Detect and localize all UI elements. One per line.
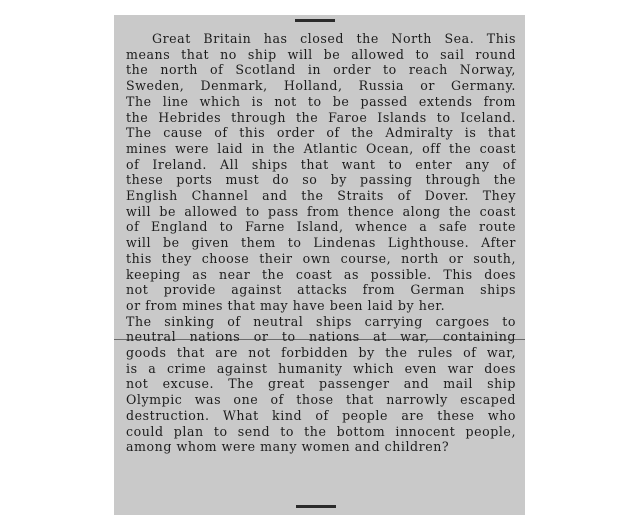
- text-line: The line which is not to be passed extends from: [126, 93, 516, 109]
- text-line: Sweden, Denmark, Holland, Russia or Germany.: [126, 78, 516, 94]
- text-line: of England to Farne Island, whence a safe route: [126, 219, 516, 235]
- text-line: means that no ship will be allowed to sail round: [126, 46, 516, 62]
- article-text: [126, 31, 516, 455]
- text-line: The cause of this order of the Admiralty is that: [126, 125, 516, 141]
- paragraph-1: [126, 31, 516, 314]
- text-line: The sinking of neutral ships carrying cargoes to: [126, 313, 516, 329]
- text-line: Great Britain has closed the North Sea. This: [152, 31, 516, 46]
- text-line: will be given them to Lindenas Lighthouse. After: [126, 235, 516, 251]
- top-divider-rule: [295, 19, 335, 22]
- text-line: this they choose their own course, north or south,: [126, 250, 516, 266]
- text-line: among whom were many women and children?: [126, 439, 450, 455]
- text-line: or from mines that may have been laid by her.: [126, 297, 446, 313]
- text-line: Olympic was one of those that narrowly escaped: [126, 392, 516, 408]
- text-line: English Channel and the Straits of Dover. They: [126, 188, 516, 204]
- text-line: could plan to send to the bottom innocent people,: [126, 423, 516, 439]
- text-line: not provide against attacks from German ships: [126, 282, 516, 298]
- text-line: the north of Scotland in order to reach Norway,: [126, 62, 516, 78]
- text-line: not excuse. The great passenger and mail ship: [126, 376, 516, 392]
- text-line: will be allowed to pass from thence along the coast: [126, 203, 516, 219]
- text-line: these ports must do so by passing through the: [126, 172, 516, 188]
- text-line: mines were laid in the Atlantic Ocean, off the coast: [126, 140, 516, 156]
- text-line: destruction. What kind of people are these who: [126, 407, 516, 423]
- paragraph-2: [126, 314, 516, 455]
- text-line: is a crime against humanity which even war does: [126, 360, 516, 376]
- text-line: neutral nations or to nations at war, containing: [126, 329, 516, 345]
- text-line: keeping as near the coast as possible. This does: [126, 266, 516, 282]
- text-line: the Hebrides through the Faroe Islands to Iceland.: [126, 109, 516, 125]
- text-line: goods that are not forbidden by the rules of war,: [126, 345, 516, 361]
- text-line: of Ireland. All ships that want to enter any of: [126, 156, 516, 172]
- newspaper-clipping: [114, 15, 525, 515]
- bottom-divider-rule: [296, 505, 336, 508]
